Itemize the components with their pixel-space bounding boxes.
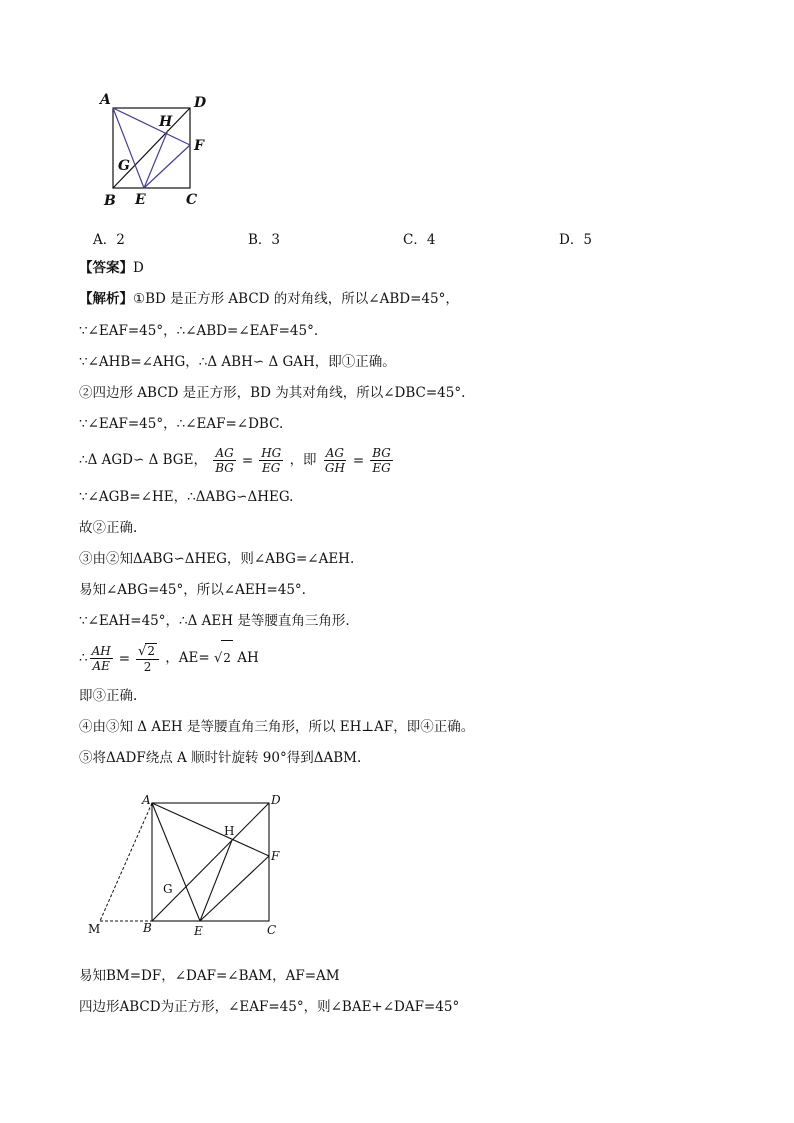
label2-m: M xyxy=(88,922,101,936)
option-b: B．3 xyxy=(248,232,281,248)
analysis-line-1 xyxy=(79,289,459,309)
analysis-line-5: ∵∠EAF=45°，∴∠EAF=∠DBC. xyxy=(79,416,284,432)
label-d: D xyxy=(194,95,207,111)
analysis-line-13: 即③正确. xyxy=(79,688,138,704)
answer-tag: 【答案】 xyxy=(79,260,133,276)
fraction-ah-ae: $\frac{AH}{AE}$ xyxy=(91,644,111,673)
label2-a: A xyxy=(142,793,151,807)
label-h: H xyxy=(159,114,173,130)
segment-am-dashed xyxy=(100,803,152,921)
analysis-line-8: 故②正确. xyxy=(79,520,138,536)
label2-f: F xyxy=(271,849,280,863)
analysis-line-12: ∴ $\frac{AH}{AE}$ = $\frac{√2}{2}$ ，AE= √2 AH xyxy=(79,640,259,676)
analysis-line-11: ∵∠EAH=45°，∴Δ AEH 是等腰直角三角形. xyxy=(79,613,350,629)
label2-h: H xyxy=(224,824,235,838)
label-b: B xyxy=(104,193,116,209)
fraction-ag-gh: $\frac{AG}{GH}$ xyxy=(324,446,345,475)
analysis-line-10: 易知∠ABG=45°，所以∠AEH=45°. xyxy=(79,582,306,598)
segment-af-2 xyxy=(152,803,269,856)
analysis-line-7: ∵∠AGB=∠HE，∴ΔABG∽ΔHEG. xyxy=(79,489,294,505)
label-c: C xyxy=(186,192,198,208)
label2-g: G xyxy=(163,882,173,896)
analysis-line-16: 易知BM=DF，∠DAF=∠BAM，AF=AM xyxy=(79,968,340,984)
analysis-line-15: ⑤将ΔADF绕点 A 顺时针旋转 90°得到ΔABM. xyxy=(79,750,362,766)
analysis-text-1: ①BD 是正方形 ABCD 的对角线，所以∠ABD=45°， xyxy=(133,291,459,307)
diagonal-bd-2 xyxy=(152,803,269,921)
figure-square-2 xyxy=(82,790,292,945)
figure-square-1 xyxy=(95,88,220,213)
answer-value: D xyxy=(133,260,144,276)
segment-ef xyxy=(144,145,190,188)
analysis-line-9: ③由②知ΔABG∽ΔHEG，则∠ABG=∠AEH. xyxy=(79,551,355,567)
answer-line xyxy=(79,258,144,278)
sqrt-2: 2 xyxy=(221,640,233,675)
fraction-sqrt2-over-2: $\frac{√2}{2}$ xyxy=(136,643,159,674)
segment-eh xyxy=(144,130,168,188)
label2-b: B xyxy=(143,921,152,935)
analysis-tag: 【解析】 xyxy=(79,291,133,307)
option-c: C．4 xyxy=(403,232,436,248)
label-g: G xyxy=(118,158,130,174)
segment-eh-2 xyxy=(200,840,232,921)
analysis-text-12-mid: ，AE= xyxy=(165,650,210,666)
option-a: A．2 xyxy=(93,232,125,248)
label-e: E xyxy=(135,192,146,208)
label2-d: D xyxy=(271,793,281,807)
analysis-line-3: ∵∠AHB=∠AHG，∴Δ ABH∽ Δ GAH，即①正确。 xyxy=(79,354,396,370)
fraction-hg-eg: $\frac{HG}{EG}$ xyxy=(261,446,282,475)
segment-ae-2 xyxy=(152,803,200,921)
label2-e: E xyxy=(194,924,203,938)
diagonal-bd xyxy=(113,108,190,188)
label-f: F xyxy=(194,138,204,154)
analysis-line-14: ④由③知 Δ AEH 是等腰直角三角形，所以 EH⊥AF，即④正确。 xyxy=(79,719,475,735)
analysis-text-12-pre: ∴ xyxy=(79,650,88,666)
analysis-line-2: ∵∠EAF=45°，∴∠ABD=∠EAF=45°. xyxy=(79,323,319,339)
analysis-text-6-pre: ∴Δ AGD∽ Δ BGE， xyxy=(79,452,207,468)
label-a: A xyxy=(100,92,111,108)
option-d: D．5 xyxy=(559,232,592,248)
fraction-bg-eg: $\frac{BG}{EG}$ xyxy=(372,446,391,475)
analysis-line-17: 四边形ABCD为正方形，∠EAF=45°，则∠BAE+∠DAF=45° xyxy=(79,999,460,1015)
label2-c: C xyxy=(267,923,277,937)
analysis-line-4: ②四边形 ABCD 是正方形，BD 为其对角线，所以∠DBC=45°. xyxy=(79,385,466,401)
segment-ef-2 xyxy=(200,856,269,921)
analysis-text-6-mid: ，即 xyxy=(289,452,317,468)
analysis-line-6: ∴Δ AGD∽ Δ BGE， $\frac{AG}{BG}$ = $\frac{HG}{EG}$ ，即 $\frac{AG}{GH}$ = $\frac{BG}{EG}$ xyxy=(79,446,391,475)
fraction-ag-bg: $\frac{AG}{BG}$ xyxy=(215,446,234,475)
analysis-text-12-post: AH xyxy=(237,650,259,666)
